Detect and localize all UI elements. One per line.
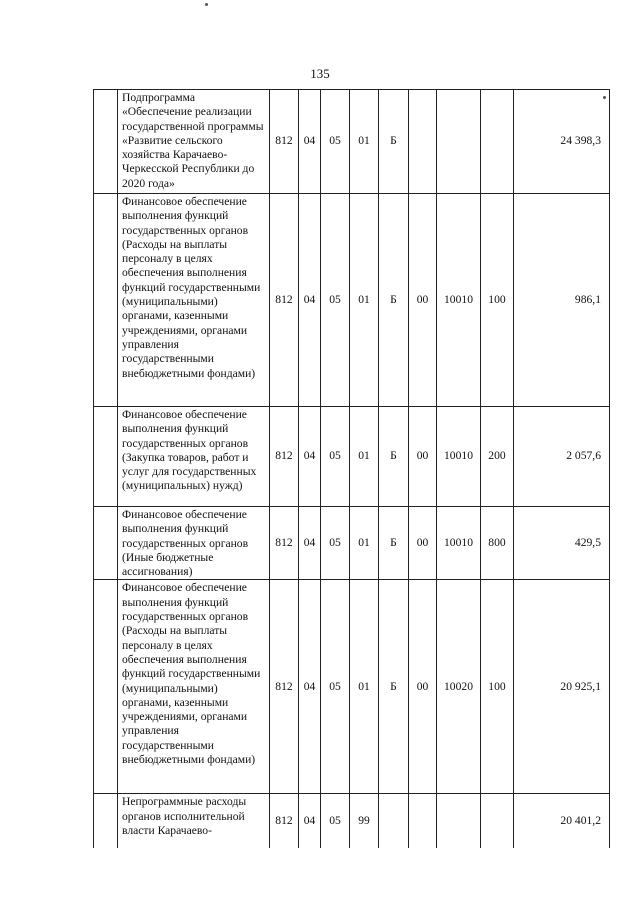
direction-code-cell	[437, 90, 481, 194]
amount-cell: 24 398,3	[514, 90, 610, 194]
expense-name-cell: Подпрограмма «Обеспечение реализации государственной программы «Развитие сельского хозяйства Карачаево-Черкесской Республики до 2020 года»	[118, 90, 270, 194]
main-event-code-cell	[409, 90, 437, 194]
row-gap-cell	[94, 580, 118, 794]
amount-cell: 429,5	[514, 507, 610, 580]
program-code-cell: 01	[350, 90, 379, 194]
expense-type-cell: 200	[481, 407, 514, 507]
subsection-code-cell: 05	[321, 90, 350, 194]
direction-code-cell: 10010	[437, 194, 481, 407]
amount-cell: 20 401,2	[514, 794, 610, 848]
table-body	[94, 90, 610, 848]
section-code-cell: 04	[299, 580, 321, 794]
subprogram-code-cell: Б	[379, 507, 409, 580]
page-number: 135	[310, 66, 330, 81]
row-gap-cell	[94, 794, 118, 848]
expense-type-cell: 100	[481, 580, 514, 794]
direction-code-cell: 10010	[437, 507, 481, 580]
program-code-cell: 01	[350, 507, 379, 580]
subprogram-code-cell: Б	[379, 90, 409, 194]
main-event-code-cell: 00	[409, 580, 437, 794]
table-row	[94, 794, 610, 848]
expense-name-cell: Непрограммные расходы органов исполнительной власти Карачаево-	[118, 794, 270, 848]
row-gap-cell	[94, 507, 118, 580]
main-event-code-cell: 00	[409, 507, 437, 580]
subsection-code-cell: 05	[321, 194, 350, 407]
row-gap-cell	[94, 90, 118, 194]
direction-code-cell: 10020	[437, 580, 481, 794]
row-gap-cell	[94, 407, 118, 507]
subsection-code-cell: 05	[321, 580, 350, 794]
direction-code-cell	[437, 794, 481, 848]
expense-type-cell	[481, 90, 514, 194]
section-code-cell: 04	[299, 90, 321, 194]
subprogram-code-cell: Б	[379, 580, 409, 794]
section-code-cell: 04	[299, 194, 321, 407]
expense-name-cell: Финансовое обеспечение выполнения функций государственных органов (Расходы на выплаты персоналу в целях обеспечения выполнения функций государственными (муниципальными) органами, казенными учреждениями, органами управления государственными внебюджетными фондами)	[118, 580, 270, 794]
program-code-cell: 99	[350, 794, 379, 848]
ministry-code-cell: 812	[270, 407, 299, 507]
table-row	[94, 580, 610, 794]
program-code-cell: 01	[350, 407, 379, 507]
section-code-cell: 04	[299, 507, 321, 580]
row-gap-cell	[94, 194, 118, 407]
amount-cell: 20 925,1	[514, 580, 610, 794]
section-code-cell: 04	[299, 794, 321, 848]
subprogram-code-cell: Б	[379, 407, 409, 507]
main-event-code-cell: 00	[409, 407, 437, 507]
ministry-code-cell: 812	[270, 580, 299, 794]
program-code-cell: 01	[350, 194, 379, 407]
section-code-cell: 04	[299, 407, 321, 507]
ministry-code-cell: 812	[270, 194, 299, 407]
subsection-code-cell: 05	[321, 407, 350, 507]
budget-table	[93, 89, 610, 848]
main-event-code-cell	[409, 794, 437, 848]
table-row	[94, 507, 610, 580]
expense-type-cell: 100	[481, 194, 514, 407]
expense-name-cell: Финансовое обеспечение выполнения функций государственных органов (Закупка товаров, работ и услуг для государственных (муниципальных) нужд)	[118, 407, 270, 507]
subprogram-code-cell: Б	[379, 194, 409, 407]
ministry-code-cell: 812	[270, 90, 299, 194]
expense-name-cell: Финансовое обеспечение выполнения функций государственных органов (Иные бюджетные ассигнования)	[118, 507, 270, 580]
expense-name-cell: Финансовое обеспечение выполнения функций государственных органов (Расходы на выплаты персоналу в целях обеспечения выполнения функций государственными (муниципальными) органами, казенными учреждениями, органами управления государственными внебюджетными фондами)	[118, 194, 270, 407]
program-code-cell: 01	[350, 580, 379, 794]
direction-code-cell: 10010	[437, 407, 481, 507]
amount-cell: 986,1	[514, 194, 610, 407]
expense-type-cell: 800	[481, 507, 514, 580]
table-row	[94, 194, 610, 407]
subsection-code-cell: 05	[321, 794, 350, 848]
subsection-code-cell: 05	[321, 507, 350, 580]
ministry-code-cell: 812	[270, 507, 299, 580]
table-row	[94, 407, 610, 507]
main-event-code-cell: 00	[409, 194, 437, 407]
amount-cell: 2 057,6	[514, 407, 610, 507]
ministry-code-cell: 812	[270, 794, 299, 848]
subprogram-code-cell	[379, 794, 409, 848]
expense-type-cell	[481, 794, 514, 848]
scan-speck	[205, 3, 208, 6]
table-row	[94, 90, 610, 194]
